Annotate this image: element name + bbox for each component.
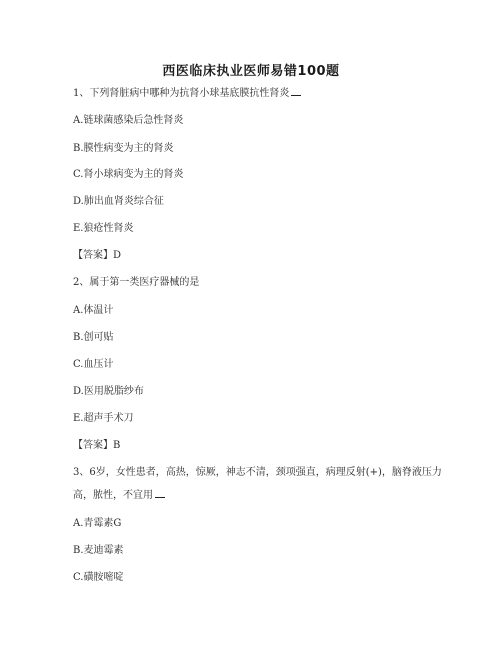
- question-3-option-c: C.磺胺嘧啶: [73, 572, 124, 583]
- answer-blank: [291, 86, 301, 96]
- question-1-stem: 1、下列肾脏病中哪种为抗肾小球基底膜抗性肾炎: [73, 86, 301, 101]
- question-2-option-b: B.创可贴: [73, 332, 114, 343]
- question-3-option-a: A.青霉素G: [73, 518, 122, 529]
- question-1-option-b: B.膜性病变为主的肾炎: [73, 143, 174, 154]
- question-2-option-e: E.超声手术刀: [73, 413, 134, 424]
- question-3-option-b: B.麦迪霉素: [73, 545, 124, 556]
- question-1-option-e: E.狼疮性肾炎: [73, 223, 134, 234]
- question-2-stem: 2、属于第一类医疗器械的是: [73, 277, 200, 288]
- question-2-option-d: D.医用脱脂纱布: [73, 386, 144, 397]
- document-title: 西医临床执业医师易错100题: [162, 64, 340, 79]
- question-1-option-a: A.链球菌感染后急性肾炎: [73, 115, 184, 126]
- question-1-option-c: C.肾小球病变为主的肾炎: [73, 169, 184, 180]
- question-2-option-a: A.体温计: [73, 305, 114, 316]
- question-2-option-c: C.血压计: [73, 359, 114, 370]
- answer-blank: [155, 488, 165, 498]
- question-1-option-d: D.肺出血肾炎综合征: [73, 196, 164, 207]
- question-2-answer: 【答案】B: [73, 440, 121, 451]
- question-3-stem: 3、6岁，女性患者，高热，惊厥，神志不清，颈项强直，病理反射(+)，脑脊液压力高，脓性，不宜用: [73, 467, 442, 501]
- question-1-answer: 【答案】D: [73, 250, 122, 261]
